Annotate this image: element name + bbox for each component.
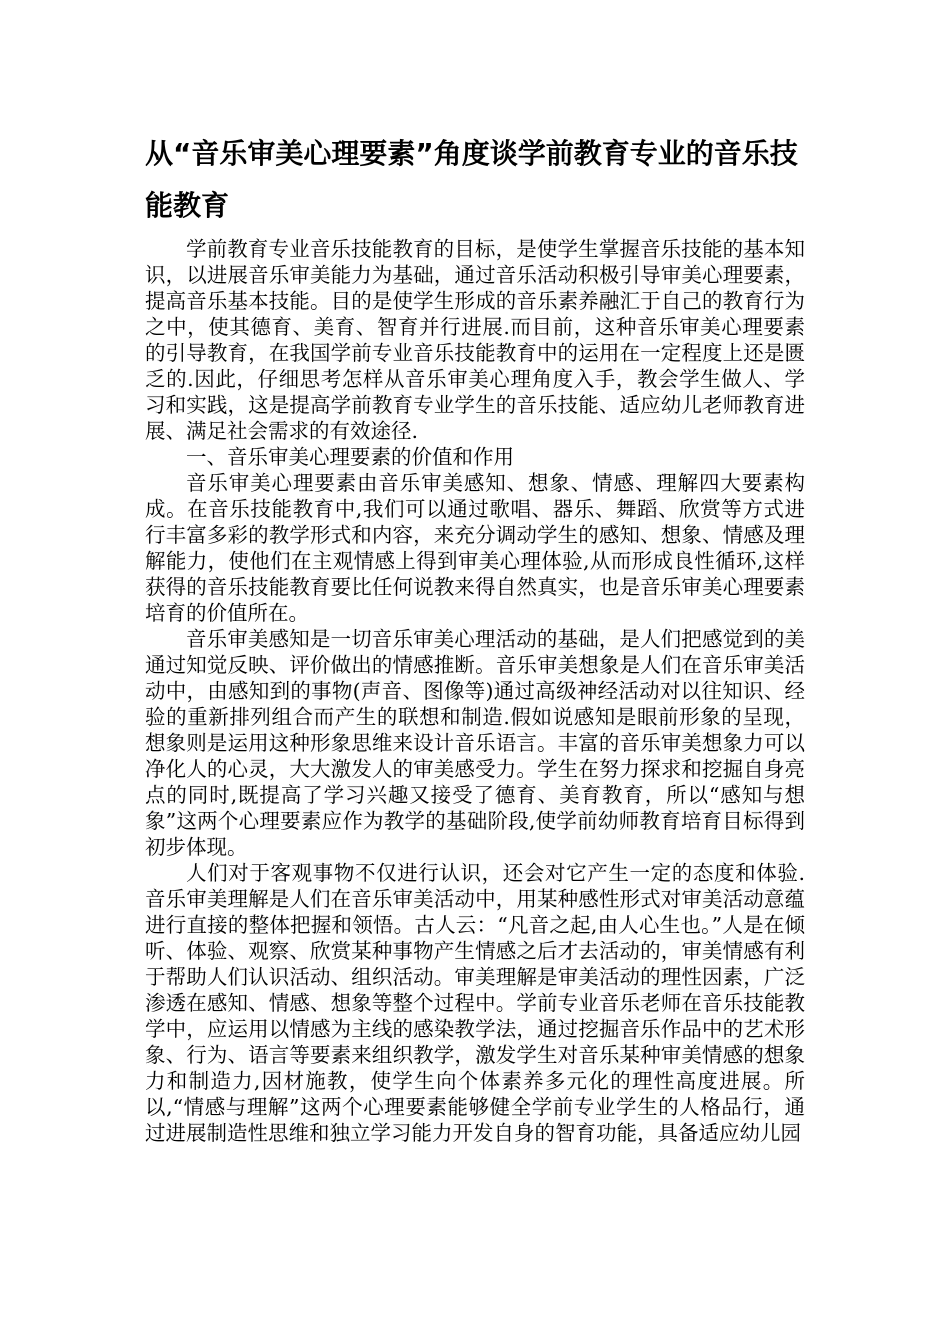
document-title: 从“音乐审美心理要素”角度谈学前教育专业的音乐技能教育 [145, 137, 798, 222]
paragraph-emotion: 人们对于客观事物不仅进行认识，还会对它产生一定的态度和体验.音乐审美理解是人们在音乐审美活动中，用某种感性形式对审美活动意蕴进行直接的整体把握和领悟。古人云：“凡音之起,由人心生也。”人是在倾听、体验、观察、欣赏某种事物产生情感之后才去活动的，审美情感有利于帮助人们认识活动、组织活动。审美理解是审美活动的理性因素，广泛渗透在感知、情感、想象等整个过程中。学前专业音乐老师在音乐技能教学中，应运用以情感为主线的感染教学法，通过挖掘音乐作品中的艺术形象、行为、语言等要素来组织教学，激发学生对音乐某种审美情感的想象力和制造力,因材施教，使学生向个体素养多元化的理性高度进展。所以,“情感与理解”这两个心理要素能够健全学前专业学生的人格品行，通过进展制造性思维和独立学习能力开发自身的智育功能，具备适应幼儿园 [145, 861, 805, 1145]
paragraph-elements: 音乐审美心理要素由音乐审美感知、想象、情感、理解四大要素构成。在音乐技能教育中,我们可以通过歌唱、器乐、舞蹈、欣赏等方式进行丰富多彩的教学形式和内容，来充分调动学生的感知、想象、情感及理解能力，使他们在主观情感上得到审美心理体验,从而形成良性循环,这样获得的音乐技能教育要比任何说教来得自然真实，也是音乐审美心理要素培育的价值所在。 [145, 471, 805, 625]
document-body [145, 236, 805, 1146]
document-page [145, 128, 805, 1146]
paragraph-perception: 音乐审美感知是一切音乐审美心理活动的基础，是人们把感觉到的美通过知觉反映、评价做出的情感推断。音乐审美想象是人们在音乐审美活动中，由感知到的事物(声音、图像等)通过高级神经活动对以往知识、经验的重新排列组合而产生的联想和制造.假如说感知是眼前形象的呈现，想象则是运用这种形象思维来设计音乐语言。丰富的音乐审美想象力可以净化人的心灵，大大激发人的审美感受力。学生在努力探求和挖掘自身亮点的同时,既提高了学习兴趣又接受了德育、美育教育，所以“感知与想象”这两个心理要素应作为教学的基础阶段,使学前幼师教育培育目标得到初步体现。 [145, 627, 805, 859]
paragraph-intro: 学前教育专业音乐技能教育的目标，是使学生掌握音乐技能的基本知识，以进展音乐审美能力为基础，通过音乐活动积极引导审美心理要素，提高音乐基本技能。目的是使学生形成的音乐素养融汇于自己的教育行为之中，使其德育、美育、智育并行进展.而目前，这种音乐审美心理要素的引导教育，在我国学前专业音乐技能教育中的运用在一定程度上还是匮乏的.因此，仔细思考怎样从音乐审美心理角度入手，教会学生做人、学习和实践，这是提高学前教育专业学生的音乐技能、适应幼儿老师教育进展、满足社会需求的有效途径. [145, 237, 805, 443]
section-heading-1: 一、音乐审美心理要素的价值和作用 [186, 445, 514, 469]
